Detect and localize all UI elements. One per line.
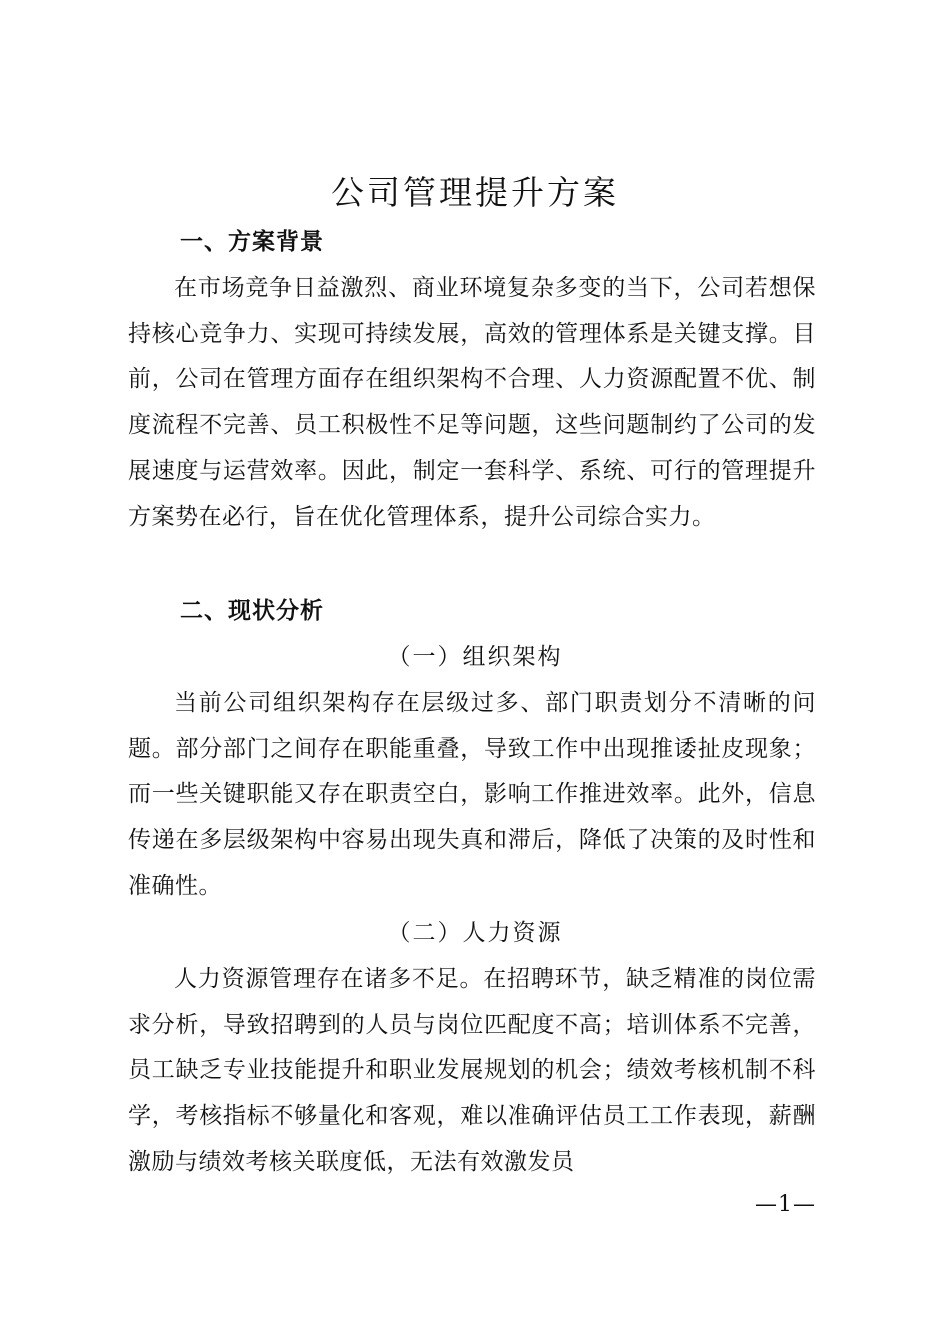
- subsection-heading-organization: （一）组织架构: [387, 644, 563, 670]
- page-number: —1—: [755, 1192, 816, 1217]
- section-heading-status-analysis: 二、现状分析: [180, 598, 324, 624]
- subsection-heading-human-resources: （二）人力资源: [387, 920, 563, 946]
- paragraph-organization: 当前公司组织架构存在层级过多、部门职责划分不清晰的问题。部分部门之间存在职能重叠，导致工作中出现推诿扯皮现象；而一些关键职能又存在职责空白，影响工作推进效率。此外，信息传递在多层级架构中容易出现失真和滞后，降低了决策的及时性和准确性。: [128, 690, 816, 899]
- paragraph-background: 在市场竞争日益激烈、商业环境复杂多变的当下，公司若想保持核心竞争力、实现可持续发展，高效的管理体系是关键支撑。目前，公司在管理方面存在组织架构不合理、人力资源配置不优、制度流程不完善、员工积极性不足等问题，这些问题制约了公司的发展速度与运营效率。因此，制定一套科学、系统、可行的管理提升方案势在必行，旨在优化管理体系，提升公司综合实力。: [128, 275, 816, 530]
- section-heading-background: 一、方案背景: [180, 229, 324, 255]
- paragraph-human-resources: 人力资源管理存在诸多不足。在招聘环节，缺乏精准的岗位需求分析，导致招聘到的人员与岗位匹配度不高；培训体系不完善，员工缺乏专业技能提升和职业发展规划的机会；绩效考核机制不科学，考核指标不够量化和客观，难以准确评估员工工作表现，薪酬激励与绩效考核关联度低，无法有效激发员: [128, 966, 816, 1175]
- page-title: 公司管理提升方案: [331, 173, 619, 212]
